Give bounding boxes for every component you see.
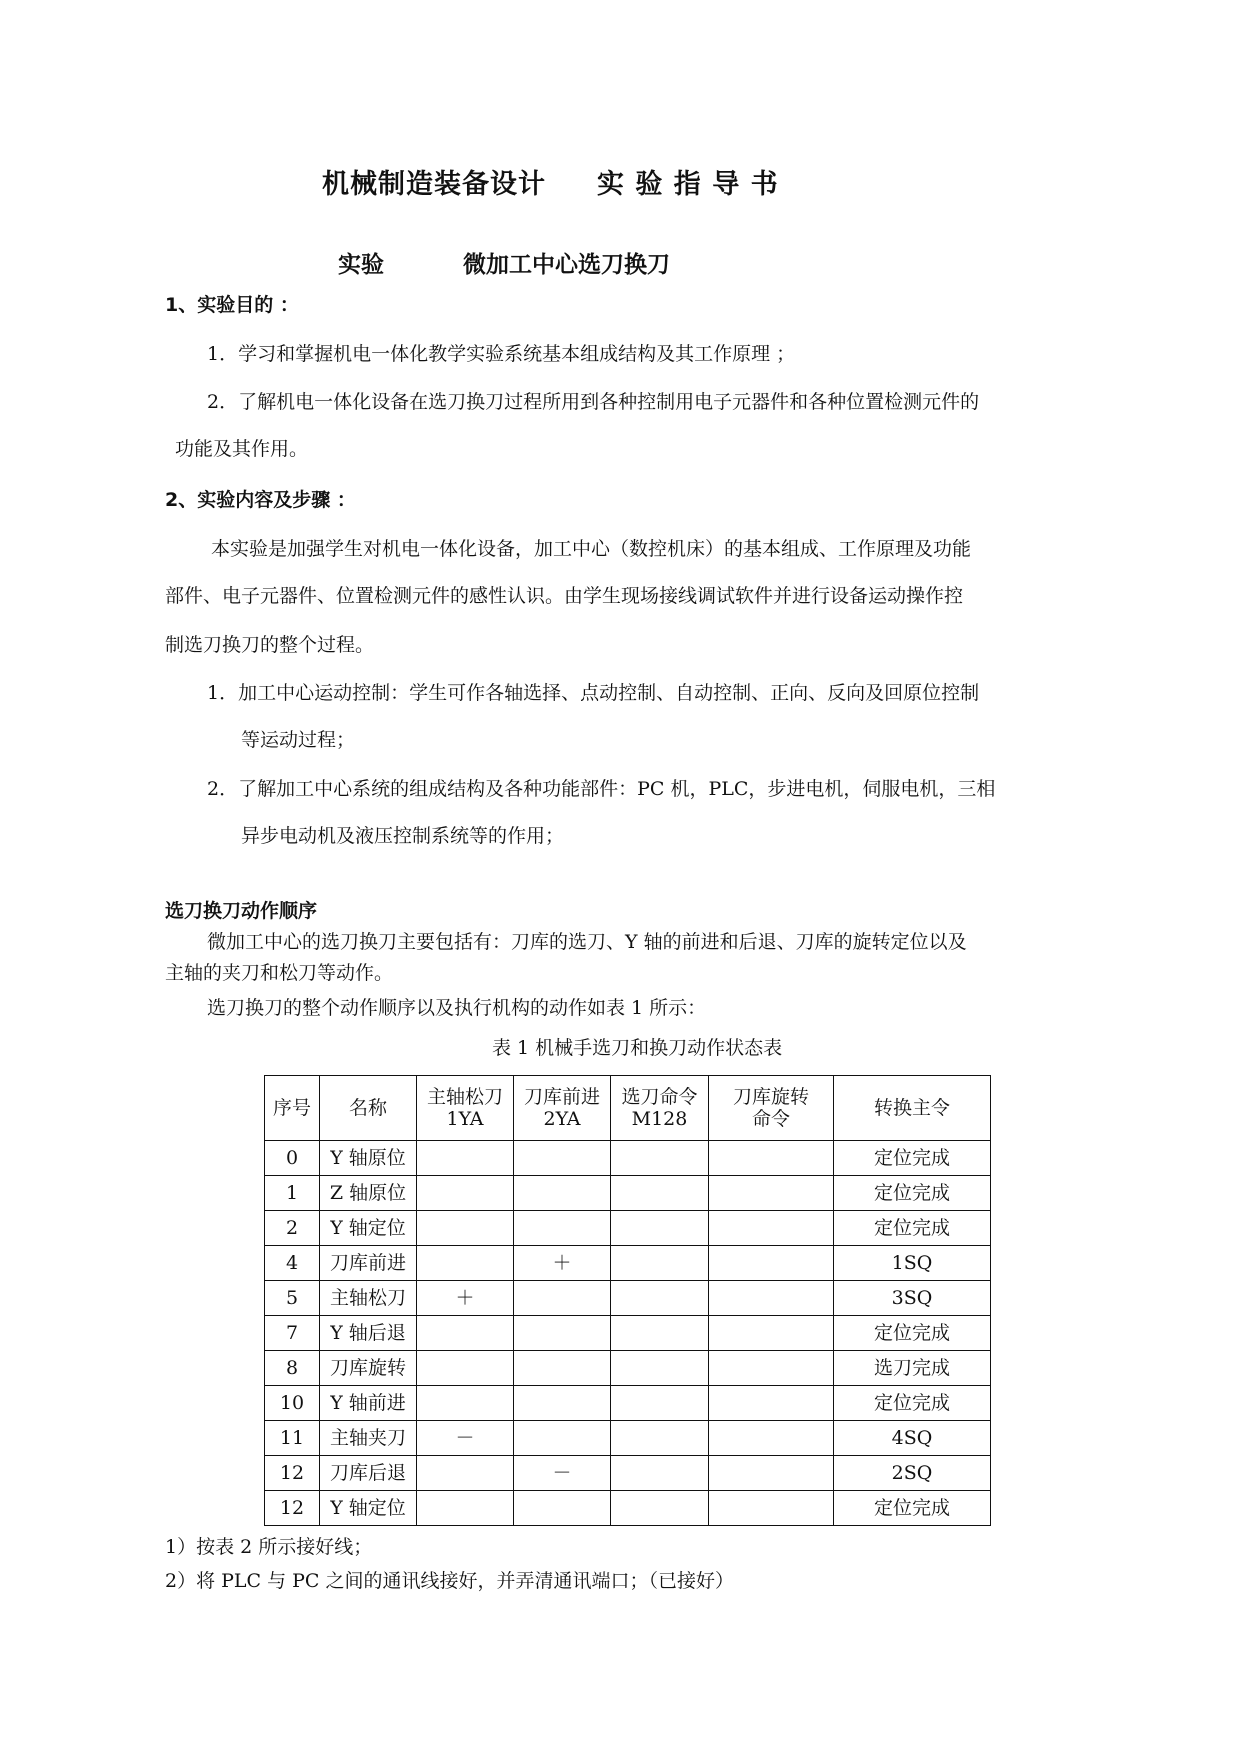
experiment-name: 微加工中心选刀换刀 [463,252,670,278]
section2-item: 异步电动机及液压控制系统等的作用； [241,825,565,847]
cell-1ya [417,1491,514,1526]
cell-m128 [611,1386,709,1421]
section2-paragraph: 部件、电子元器件、位置检测元件的感性认识。由学生现场接线调试软件并进行设备运动操作控 [165,585,964,607]
cell-2ya [514,1211,611,1246]
section1-item: 功能及其作用。 [175,438,309,460]
cell-rotate [709,1491,834,1526]
table-row [265,1491,991,1526]
cell-name: 主轴松刀 [320,1281,417,1316]
cell-index: 8 [265,1351,320,1386]
section2-item: 1．加工中心运动控制：学生可作各轴选择、点动控制、自动控制、正向、反向及回原位控制 [207,682,980,704]
cell-index: 11 [265,1421,320,1456]
section2-item: 等运动过程； [241,729,356,751]
table-row [265,1456,991,1491]
table-row [265,1316,991,1351]
cell-index: 1 [265,1176,320,1211]
cell-index: 10 [265,1386,320,1421]
cell-2ya [514,1316,611,1351]
cell-m128 [611,1211,709,1246]
section1-item: 2．了解机电一体化设备在选刀换刀过程所用到各种控制用电子元器件和各种位置检测元件的 [207,391,980,413]
table-row [265,1281,991,1316]
cell-name: Y 轴后退 [320,1316,417,1351]
cell-1ya [417,1351,514,1386]
table-row [265,1176,991,1211]
section2-item: 2．了解加工中心系统的组成结构及各种功能部件：PC 机，PLC，步进电机，伺服电机，三相 [207,778,996,800]
table-row [265,1351,991,1386]
cell-index: 0 [265,1141,320,1176]
cell-command: 1SQ [834,1246,991,1281]
experiment-label: 实验 [338,252,384,278]
cell-command: 定位完成 [834,1176,991,1211]
cell-2ya [514,1491,611,1526]
cell-1ya [417,1246,514,1281]
cell-command: 4SQ [834,1421,991,1456]
cell-1ya [417,1386,514,1421]
table-row [265,1421,991,1456]
cell-m128 [611,1421,709,1456]
cell-name: Y 轴定位 [320,1211,417,1246]
table-caption: 表 1 机械手选刀和换刀动作状态表 [492,1037,783,1059]
document-title-kind: 实 验 指 导 书 [597,169,779,200]
cell-rotate [709,1176,834,1211]
header-magazine-forward: 刀库前进 2YA [514,1076,611,1141]
cell-m128 [611,1351,709,1386]
cell-rotate [709,1246,834,1281]
cell-index: 12 [265,1491,320,1526]
cell-2ya [514,1281,611,1316]
cell-rotate [709,1141,834,1176]
cell-1ya [417,1176,514,1211]
cell-command: 定位完成 [834,1211,991,1246]
cell-command: 3SQ [834,1281,991,1316]
cell-1ya [417,1141,514,1176]
section2-heading: 2、实验内容及步骤 ： [165,489,356,511]
cell-2ya [514,1351,611,1386]
cell-rotate [709,1211,834,1246]
cell-2ya [514,1386,611,1421]
header-index: 序号 [265,1076,320,1141]
cell-command: 定位完成 [834,1141,991,1176]
cell-index: 5 [265,1281,320,1316]
cell-m128 [611,1491,709,1526]
cell-command: 定位完成 [834,1491,991,1526]
cell-m128 [611,1176,709,1211]
cell-m128 [611,1456,709,1491]
table-row [265,1211,991,1246]
table-row [265,1141,991,1176]
cell-command: 定位完成 [834,1316,991,1351]
sequence-heading: 选刀换刀动作顺序 [165,900,318,922]
header-spindle-release: 主轴松刀 1YA [417,1076,514,1141]
action-state-table [264,1075,991,1526]
cell-1ya: ＋ [417,1281,514,1316]
cell-m128 [611,1281,709,1316]
cell-rotate [709,1316,834,1351]
cell-name: Y 轴定位 [320,1491,417,1526]
header-switch-command: 转换主令 [834,1076,991,1141]
table-row [265,1386,991,1421]
step-line: 2）将 PLC 与 PC 之间的通讯线接好，并弄清通讯端口；（已接好） [165,1570,735,1592]
section1-item: 1．学习和掌握机电一体化教学实验系统基本组成结构及其工作原理 ； [207,343,796,365]
table-header-row [265,1076,991,1141]
cell-command: 定位完成 [834,1386,991,1421]
step-line: 1）按表 2 所示接好线； [165,1536,373,1558]
cell-rotate [709,1421,834,1456]
cell-m128 [611,1246,709,1281]
sequence-paragraph: 选刀换刀的整个动作顺序以及执行机构的动作如表 1 所示： [207,997,707,1019]
cell-1ya [417,1316,514,1351]
table-row [265,1246,991,1281]
section2-paragraph: 制选刀换刀的整个过程。 [165,634,375,656]
cell-index: 12 [265,1456,320,1491]
cell-2ya [514,1421,611,1456]
cell-1ya [417,1456,514,1491]
cell-2ya: ＋ [514,1246,611,1281]
cell-m128 [611,1316,709,1351]
cell-name: 刀库后退 [320,1456,417,1491]
cell-index: 4 [265,1246,320,1281]
section2-paragraph: 本实验是加强学生对机电一体化设备，加工中心（数控机床）的基本组成、工作原理及功能 [211,538,972,560]
header-name: 名称 [320,1076,417,1141]
cell-1ya [417,1211,514,1246]
cell-index: 2 [265,1211,320,1246]
section1-heading: 1、实验目的 ： [165,294,299,316]
cell-m128 [611,1141,709,1176]
cell-2ya [514,1176,611,1211]
cell-name: 刀库旋转 [320,1351,417,1386]
cell-1ya: － [417,1421,514,1456]
cell-rotate [709,1456,834,1491]
sequence-paragraph: 主轴的夹刀和松刀等动作。 [165,962,394,984]
cell-rotate [709,1281,834,1316]
cell-command: 选刀完成 [834,1351,991,1386]
cell-rotate [709,1351,834,1386]
cell-name: Y 轴前进 [320,1386,417,1421]
header-magazine-rotate: 刀库旋转 命令 [709,1076,834,1141]
cell-2ya [514,1141,611,1176]
cell-command: 2SQ [834,1456,991,1491]
cell-name: Y 轴原位 [320,1141,417,1176]
sequence-paragraph: 微加工中心的选刀换刀主要包括有：刀库的选刀、Y 轴的前进和后退、刀库的旋转定位以及 [207,931,967,953]
cell-name: 主轴夹刀 [320,1421,417,1456]
cell-rotate [709,1386,834,1421]
header-tool-select: 选刀命令 M128 [611,1076,709,1141]
cell-index: 7 [265,1316,320,1351]
document-title-course: 机械制造装备设计 [322,169,546,200]
cell-name: Z 轴原位 [320,1176,417,1211]
cell-name: 刀库前进 [320,1246,417,1281]
cell-2ya: － [514,1456,611,1491]
